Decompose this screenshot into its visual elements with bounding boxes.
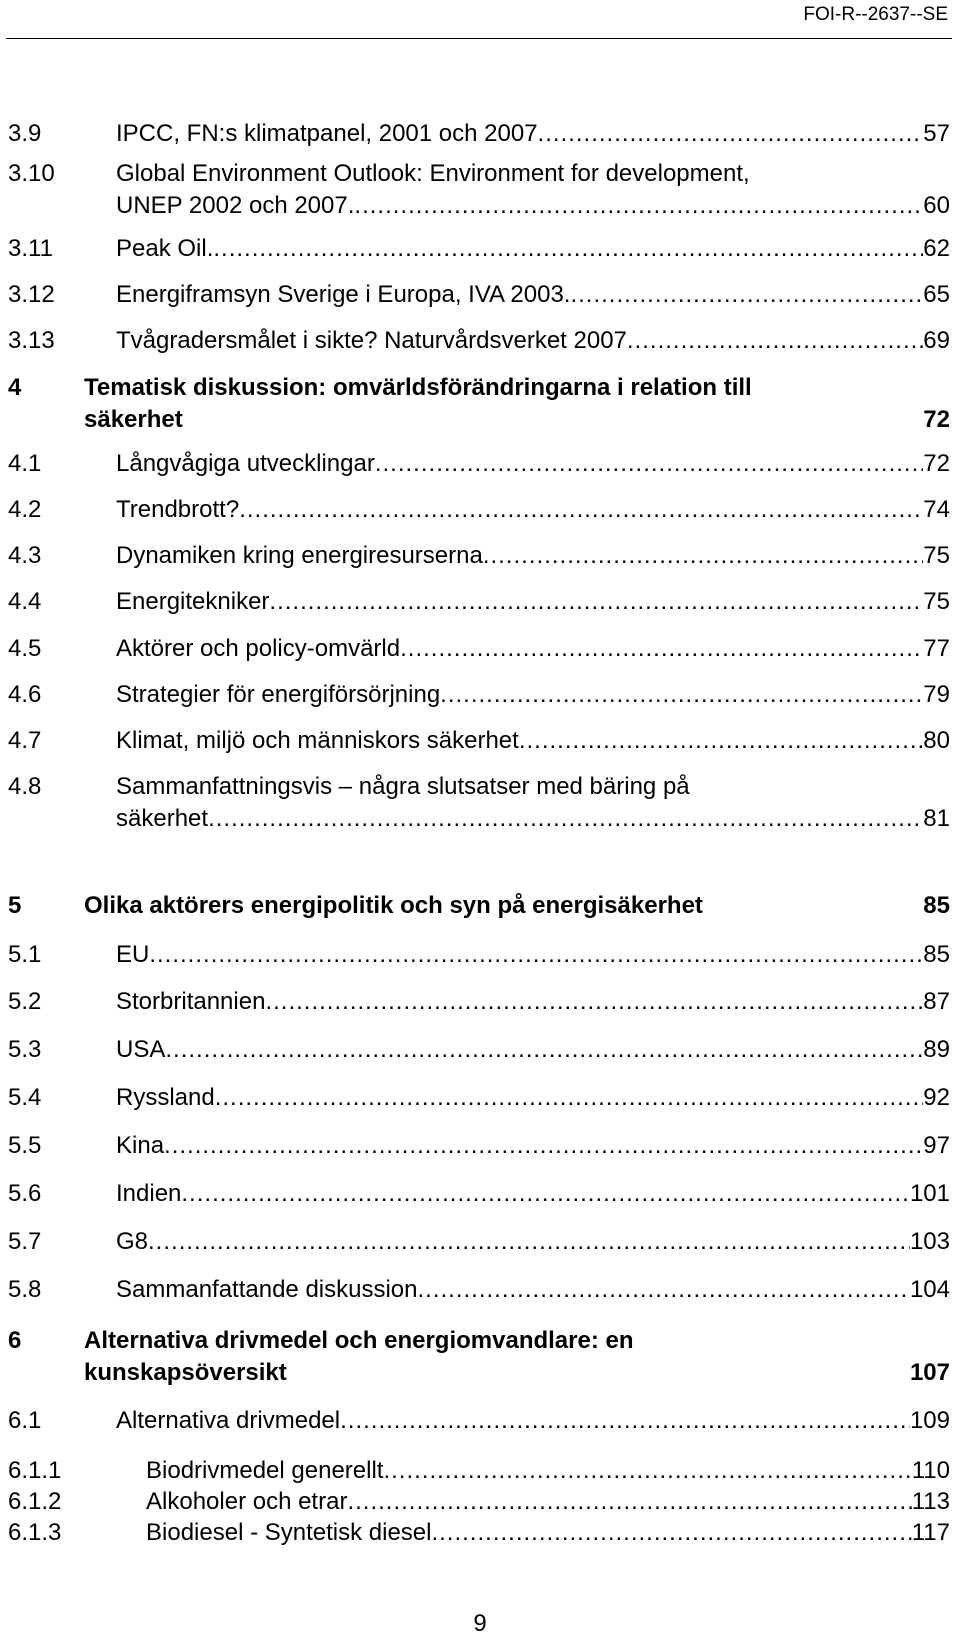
document-code: FOI-R--2637--SE [803,4,948,25]
toc-entry-3-10[interactable] [8,158,950,222]
dot-leader [165,1034,923,1066]
dot-leader [627,325,923,357]
toc-entry-4-4[interactable] [8,586,950,618]
toc-entry-4-8[interactable] [8,771,950,835]
dot-leader [570,279,923,311]
toc-entry-page: 117 [911,1519,950,1546]
toc-entry-5-3[interactable] [8,1034,950,1066]
toc-chapter-6[interactable] [8,1325,950,1389]
toc-chapter-title-line1: Tematisk diskussion: omvärldsförändringarna i relation till [84,374,752,401]
toc-entry-number: 5.2 [8,988,42,1015]
dot-leader [208,803,923,835]
toc-entry-number: 5.4 [8,1084,42,1111]
toc-entry-title: Storbritannien [116,988,266,1015]
toc-entry-page: 79 [923,681,950,708]
toc-entry-title: EU [116,941,150,968]
toc-entry-title: Alternativa drivmedel [116,1407,341,1434]
toc-entry-5-2[interactable] [8,986,950,1018]
toc-entry-number: 5.1 [8,941,42,968]
toc-entry-title: Dynamiken kring energiresurserna [116,542,483,569]
dot-leader [538,118,924,150]
toc-entry-title: säkerhet [116,805,209,832]
toc-entry-title: Energitekniker [116,588,270,615]
toc-entry-number: 4.4 [8,588,42,615]
toc-entry-page: 92 [923,1084,950,1111]
toc-entry-3-13[interactable] [8,325,950,357]
toc-entry-number: 4.2 [8,496,42,523]
dot-leader [440,679,923,711]
toc-entry-3-12[interactable] [8,279,950,311]
toc-entry-title: Kina [116,1132,165,1159]
toc-entry-number: 3.11 [8,235,53,262]
toc-entry-title: Klimat, miljö och människors säkerhet [116,727,519,754]
toc-entry-page: 74 [923,496,950,523]
toc-entry-4-1[interactable] [8,448,950,480]
toc-entry-page: 81 [923,805,950,832]
table-of-contents [8,0,950,1560]
toc-entry-title: USA [116,1036,166,1063]
toc-entry-page: 72 [923,450,950,477]
toc-entry-3-9[interactable] [8,118,950,150]
toc-entry-4-2[interactable] [8,494,950,526]
dot-leader [215,1082,924,1114]
toc-entry-6-1-3[interactable] [8,1517,950,1549]
dot-leader [213,233,923,265]
page-number: 9 [473,1610,487,1637]
toc-entry-title: Biodrivmedel generellt [146,1457,384,1484]
toc-entry-page: 62 [923,235,950,262]
toc-entry-number: 3.13 [8,327,55,354]
toc-chapter-title: kunskapsöversikt [84,1359,287,1386]
toc-entry-number: 5.6 [8,1180,42,1207]
dot-leader [400,633,923,665]
toc-entry-title: Biodiesel - Syntetisk diesel [146,1519,432,1546]
toc-entry-number: 5.3 [8,1036,42,1063]
dot-leader [519,725,923,757]
toc-entry-page: 110 [911,1457,950,1484]
toc-chapter-number: 6 [8,1327,22,1354]
toc-entry-title: UNEP 2002 och 2007. [116,192,355,219]
toc-entry-5-8[interactable] [8,1274,950,1306]
dot-leader [431,1517,911,1549]
toc-entry-title: Sammanfattande diskussion [116,1276,418,1303]
toc-entry-title: Tvågradersmålet i sikte? Naturvårdsverket 2007 [116,327,627,354]
toc-entry-title: IPCC, FN:s klimatpanel, 2001 och 2007 [116,120,538,147]
toc-entry-number: 5.7 [8,1228,42,1255]
toc-entry-number: 5.8 [8,1276,42,1303]
toc-chapter-4[interactable] [8,372,950,436]
toc-entry-title: Ryssland [116,1084,215,1111]
toc-entry-page: 69 [923,327,950,354]
dot-leader [418,1274,910,1306]
toc-entry-title: Strategier för energiförsörjning [116,681,441,708]
toc-chapter-title-line1: Alternativa drivmedel och energiomvandlare: en [84,1327,634,1354]
toc-entry-number: 4.7 [8,727,42,754]
toc-entry-5-4[interactable] [8,1082,950,1114]
toc-entry-page: 113 [911,1488,950,1515]
toc-entry-number: 6.1.2 [8,1488,62,1515]
toc-chapter-number: 5 [8,892,22,919]
toc-entry-number: 6.1.3 [8,1519,62,1546]
toc-entry-4-7[interactable] [8,725,950,757]
toc-entry-title-line1: Global Environment Outlook: Environment for development, [116,160,750,187]
toc-entry-page: 60 [923,192,950,219]
dot-leader [149,939,923,971]
toc-chapter-page: 107 [909,1359,950,1386]
toc-chapter-page: 85 [923,892,950,919]
toc-entry-page: 89 [923,1036,950,1063]
toc-entry-title: Energiframsyn Sverige i Europa, IVA 2003. [116,281,571,308]
toc-entry-page: 104 [909,1276,950,1303]
dot-leader [347,1486,911,1518]
dot-leader [383,1455,911,1487]
toc-entry-page: 77 [923,635,950,662]
dot-leader [239,494,923,526]
dot-leader [354,190,923,222]
toc-entry-page: 109 [909,1407,950,1434]
toc-entry-number: 3.12 [8,281,55,308]
toc-entry-number: 4.3 [8,542,42,569]
toc-entry-page: 80 [923,727,950,754]
toc-entry-title: Långvågiga utvecklingar [116,450,375,477]
toc-entry-page: 97 [923,1132,950,1159]
toc-entry-title: Peak Oil. [116,235,214,262]
toc-chapter-page: 72 [923,406,950,433]
toc-entry-6-1-2[interactable] [8,1486,950,1518]
toc-entry-5-5[interactable] [8,1130,950,1162]
toc-entry-page: 75 [923,542,950,569]
toc-entry-5-7[interactable] [8,1226,950,1258]
dot-leader [483,540,923,572]
dot-leader [148,1226,910,1258]
toc-entry-title-line1: Sammanfattningsvis – några slutsatser med bäring på [116,773,690,800]
toc-entry-5-6[interactable] [8,1178,950,1210]
toc-entry-number: 6.1.1 [8,1457,62,1484]
toc-entry-page: 65 [923,281,950,308]
toc-entry-4-6[interactable] [8,679,950,711]
toc-entry-number: 3.10 [8,160,55,187]
dot-leader [181,1178,910,1210]
toc-entry-5-1[interactable] [8,939,950,971]
toc-entry-number: 5.5 [8,1132,42,1159]
toc-entry-page: 101 [909,1180,950,1207]
toc-entry-4-3[interactable] [8,540,950,572]
toc-entry-number: 4.1 [8,450,42,477]
dot-leader [269,586,923,618]
dot-leader [340,1405,910,1437]
toc-entry-number: 3.9 [8,120,42,147]
toc-entry-6-1[interactable] [8,1405,950,1437]
toc-chapter-title: Olika aktörers energipolitik och syn på energisäkerhet [84,892,703,919]
toc-entry-title: G8 [116,1228,149,1255]
dot-leader [265,986,923,1018]
toc-entry-title: Trendbrott? [116,496,240,523]
toc-entry-number: 4.8 [8,773,42,800]
toc-entry-page: 103 [909,1228,950,1255]
dot-leader [164,1130,923,1162]
toc-entry-page: 85 [923,941,950,968]
toc-entry-page: 87 [923,988,950,1015]
dot-leader [375,448,923,480]
toc-chapter-title: säkerhet [84,406,183,433]
toc-entry-4-5[interactable] [8,633,950,665]
toc-entry-3-11[interactable] [8,233,950,265]
toc-entry-number: 4.5 [8,635,42,662]
toc-entry-number: 6.1 [8,1407,42,1434]
toc-chapter-number: 4 [8,374,22,401]
toc-chapter-5[interactable] [8,890,950,922]
toc-entry-number: 4.6 [8,681,42,708]
toc-entry-page: 75 [923,588,950,615]
toc-entry-6-1-1[interactable] [8,1455,950,1487]
toc-entry-page: 57 [923,120,950,147]
toc-entry-title: Aktörer och policy-omvärld [116,635,401,662]
toc-entry-title: Indien [116,1180,182,1207]
toc-entry-title: Alkoholer och etrar [146,1488,348,1515]
